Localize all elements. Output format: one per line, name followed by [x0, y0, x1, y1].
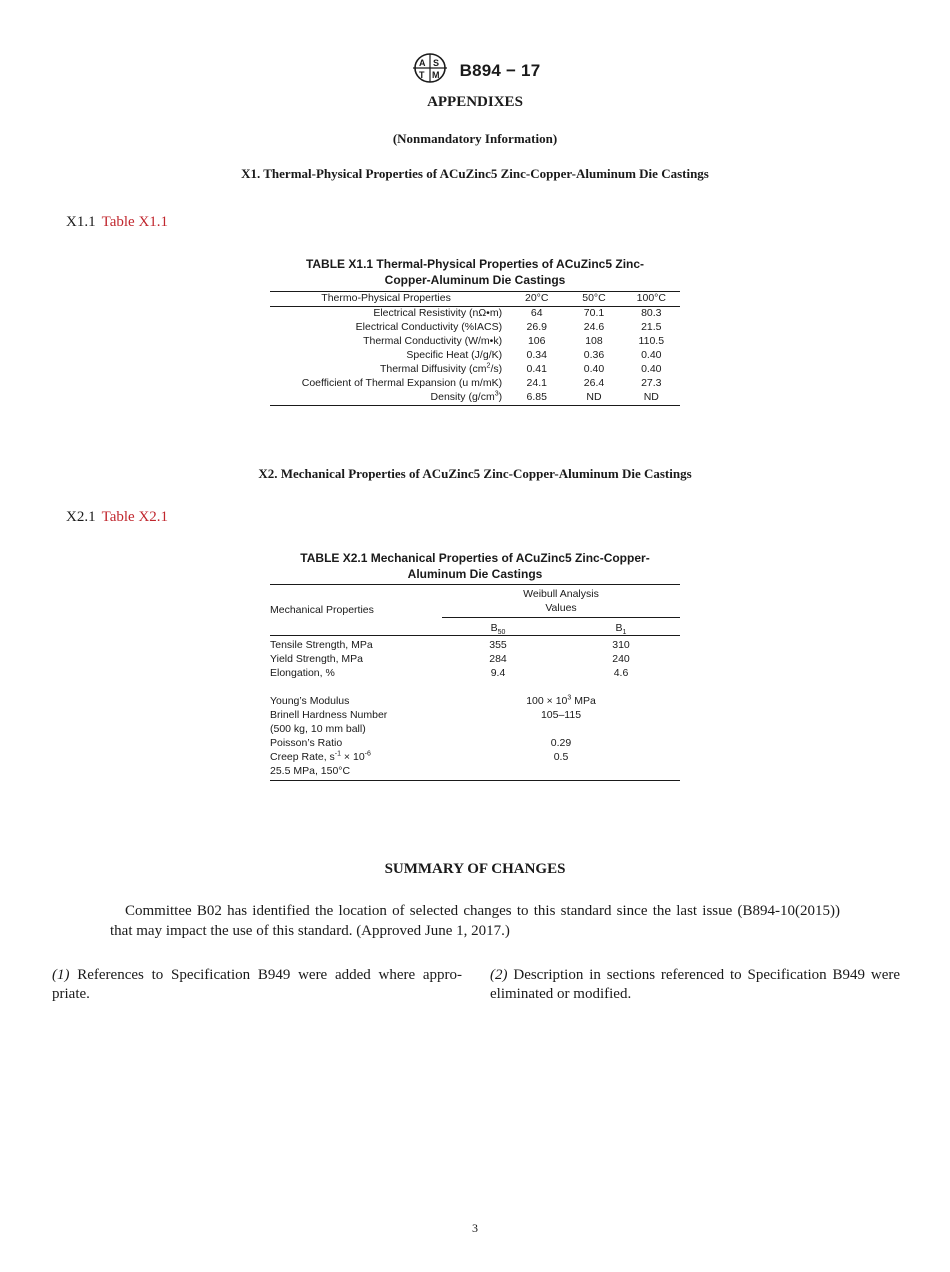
- value-cell: ND: [643, 391, 659, 404]
- value-cell: 0.34: [526, 349, 547, 362]
- svg-text:T: T: [418, 70, 425, 80]
- value-cell: [442, 694, 680, 708]
- property-cell: Elongation, %: [270, 667, 335, 679]
- x1-heading: X1. Thermal-Physical Properties of ACuZinc5 Zinc-Copper-Aluminum Die Castings: [241, 166, 709, 181]
- x2-heading: X2. Mechanical Properties of ACuZinc5 Zinc-Copper-Aluminum Die Castings: [258, 466, 692, 481]
- caption-line: TABLE X1.1 Thermal-Physical Properties of ACuZinc5 Zinc-: [305, 257, 645, 271]
- table-x2: [270, 584, 680, 784]
- table-top-rule: [270, 584, 680, 585]
- property-note: 25.5 MPa, 150°C: [270, 765, 351, 777]
- property-text: Creep Rate, s: [270, 751, 335, 763]
- table-row: [270, 321, 680, 335]
- superscript: 2: [486, 362, 491, 370]
- svg-text:A: A: [418, 58, 426, 68]
- table-x2-link[interactable]: Table X2.1: [101, 509, 169, 525]
- property-note: (500 kg, 10 mm ball): [270, 723, 366, 735]
- x1-paragraph: [66, 214, 168, 231]
- value-cell: ND: [586, 391, 602, 404]
- property-text: ): [498, 391, 503, 404]
- property-cell: Young’s Modulus: [270, 695, 350, 707]
- table-header-row: [270, 292, 680, 307]
- value-cell: 21.5: [641, 321, 662, 334]
- column-header: 50°C: [582, 292, 606, 305]
- property-cell: Brinell Hardness Number: [270, 709, 388, 721]
- header-rule: [270, 635, 680, 636]
- property-cell: Coefficient of Thermal Expansion (u m/mK): [301, 377, 503, 390]
- column-header: 20°C: [525, 292, 549, 305]
- value-cell: 0.40: [641, 363, 662, 376]
- value-cell: 0.36: [583, 349, 605, 362]
- appendixes-title: APPENDIXES: [427, 94, 523, 110]
- table-x1-link[interactable]: Table X1.1: [101, 214, 169, 230]
- change-number: (2): [490, 967, 508, 983]
- group-header-line: Values: [545, 602, 577, 614]
- svg-text:S: S: [432, 58, 439, 68]
- b1-subscript: 1: [622, 629, 627, 637]
- astm-logo-icon: [410, 52, 450, 89]
- b1-header: [593, 621, 649, 635]
- caption-line: TABLE X2.1 Mechanical Properties of ACuZinc5 Zinc-Copper-: [300, 551, 650, 565]
- column-header: Thermo-Physical Properties: [321, 292, 451, 305]
- superscript: -6: [364, 750, 371, 758]
- change-text: Description in sections referenced to Specification B949 were eliminated or modified.: [490, 967, 901, 1002]
- caption-line: Aluminum Die Castings: [407, 567, 543, 581]
- change-text: References to Specification B949 were added where appro-priate.: [52, 967, 463, 1002]
- value-cell: 24.6: [583, 321, 605, 334]
- page-number: 3: [472, 1221, 478, 1235]
- value-cell: 108: [585, 335, 603, 348]
- property-cell: Electrical Conductivity (%IACS): [355, 321, 503, 334]
- value-cell: 0.29: [550, 737, 572, 749]
- value-cell: 4.6: [613, 667, 629, 679]
- value-cell: 80.3: [641, 307, 662, 320]
- standard-designation: B894 − 17: [459, 60, 541, 80]
- value-cell: 240: [612, 653, 630, 665]
- summary-paragraph: Committee B02 has identified the location of selected changes to this standard since the last issue (B894-10(2015)) that may impact the use of this standard. (Approved June 1, 2017.): [110, 903, 840, 939]
- value-cell: 310: [612, 639, 630, 651]
- value-cell: 26.4: [583, 377, 605, 390]
- value-cell: 26.9: [526, 321, 547, 334]
- property-cell: Tensile Strength, MPa: [270, 639, 373, 651]
- property-cell: [270, 750, 371, 764]
- property-cell: Electrical Resistivity (nΩ•m): [373, 307, 503, 320]
- b50-subscript: 50: [497, 629, 506, 637]
- value-text: 100 × 10: [526, 695, 568, 707]
- table-row: [270, 377, 680, 391]
- value-cell: 70.1: [583, 307, 605, 320]
- property-text: × 10: [341, 751, 365, 763]
- b50-base: B: [490, 622, 498, 634]
- x2-para-number: X2.1: [66, 509, 96, 525]
- table-row: [270, 391, 680, 406]
- table-row: [270, 363, 680, 377]
- table-bottom-rule: [270, 780, 680, 781]
- superscript: 3: [494, 390, 499, 398]
- nonmandatory-note: (Nonmandatory Information): [392, 131, 558, 146]
- value-cell: 110.5: [638, 335, 665, 348]
- property-text: Density (g/cm: [430, 391, 495, 404]
- value-cell: 0.40: [583, 363, 605, 376]
- value-cell: 0.40: [641, 349, 662, 362]
- property-cell: Thermal Conductivity (W/m•k): [363, 335, 503, 348]
- value-cell: 284: [489, 653, 507, 665]
- caption-line: Copper-Aluminum Die Castings: [384, 273, 566, 287]
- group-header-line: Weibull Analysis: [523, 588, 599, 600]
- table-x2-caption: [270, 550, 680, 582]
- value-cell: 6.85: [526, 391, 547, 404]
- change-item: [52, 966, 462, 1004]
- value-cell: 105–115: [540, 709, 582, 721]
- b50-header: [470, 621, 526, 635]
- b1-base: B: [615, 622, 623, 634]
- change-number: (1): [52, 967, 70, 983]
- table-row: [270, 307, 680, 322]
- group-header: [442, 587, 680, 615]
- page-header: [0, 52, 950, 86]
- value-cell: 106: [527, 335, 546, 348]
- superscript: -1: [334, 750, 342, 758]
- change-item: [490, 966, 900, 1004]
- table-row: [270, 335, 680, 349]
- value-cell: 24.1: [526, 377, 547, 390]
- group-rule: [442, 617, 680, 618]
- property-cell: Yield Strength, MPa: [270, 653, 363, 665]
- value-cell: 0.41: [526, 363, 547, 376]
- table-x1-caption: [270, 256, 680, 288]
- value-cell: 9.4: [490, 667, 506, 679]
- table-row: [270, 349, 680, 363]
- svg-text:M: M: [431, 70, 440, 80]
- property-cell: Poisson’s Ratio: [270, 737, 343, 749]
- property-text: Thermal Diffusivity (cm: [379, 363, 487, 376]
- table-x1: [270, 291, 680, 406]
- property-cell: [270, 363, 508, 377]
- value-cell: 64: [530, 307, 543, 320]
- property-cell: [270, 391, 508, 406]
- value-cell: 27.3: [641, 377, 662, 390]
- property-cell: Specific Heat (J/g/K): [406, 349, 503, 362]
- column-header: Mechanical Properties: [270, 604, 374, 616]
- value-cell: 355: [489, 639, 507, 651]
- property-text: /s): [490, 363, 503, 376]
- value-cell: 0.5: [553, 751, 569, 763]
- summary-title: SUMMARY OF CHANGES: [384, 861, 566, 877]
- value-text: MPa: [571, 695, 596, 707]
- column-header: 100°C: [636, 292, 666, 305]
- x1-para-number: X1.1: [66, 214, 96, 230]
- x2-paragraph: [66, 509, 168, 526]
- superscript: 3: [567, 694, 572, 702]
